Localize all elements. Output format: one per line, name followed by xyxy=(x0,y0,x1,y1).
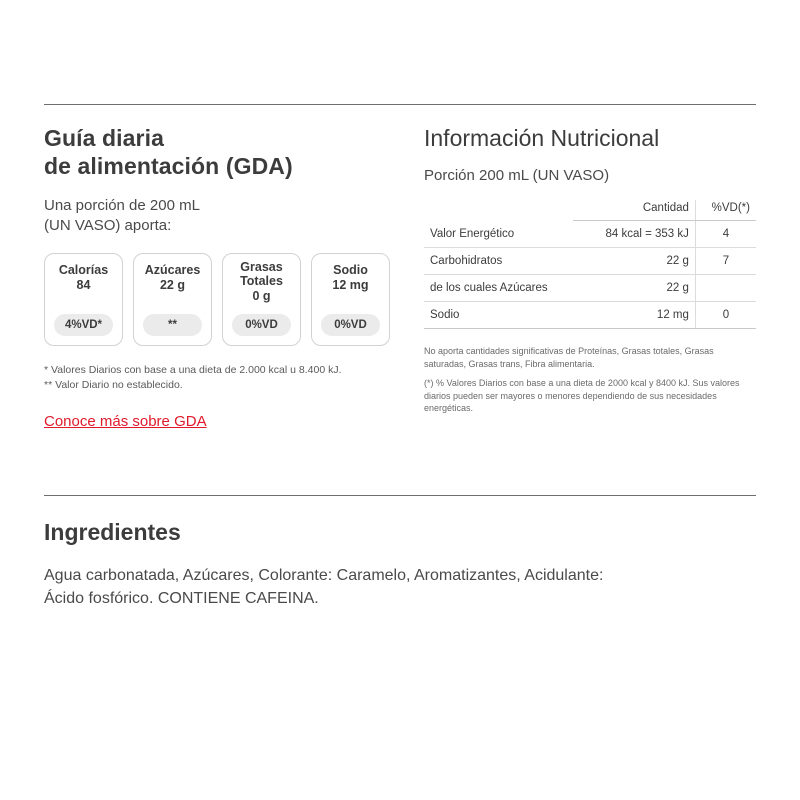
gda-intro-line2: (UN VASO) aporta: xyxy=(44,217,172,234)
nutrition-note-1: No aporta cantidades significativas de Proteínas, Grasas totales, Grasas saturadas, Grasas trans, Fibra alimentaria. xyxy=(424,346,714,369)
gda-badge-name-line1: Grasas xyxy=(240,260,283,274)
row-vd xyxy=(695,275,756,302)
gda-section xyxy=(44,124,396,431)
gda-badge-pill: 0%VD xyxy=(321,314,380,336)
row-amount: 12 mg xyxy=(573,302,695,329)
nutrition-section xyxy=(424,124,756,422)
gda-footnote-1: * Valores Diarios con base a una dieta de 2.000 kcal u 8.400 kJ. xyxy=(44,364,342,376)
gda-badge-value: 22 g xyxy=(159,278,185,292)
gda-badge-name: Azúcares xyxy=(144,263,201,277)
ingredients-text-line1: Agua carbonatada, Azúcares, Colorante: Caramelo, Aromatizantes, Acidulante: xyxy=(44,567,604,584)
nutrition-title: Información Nutricional xyxy=(424,125,660,151)
ingredients-section xyxy=(44,518,756,610)
nutrition-table-body xyxy=(424,221,756,329)
gda-title-line1: Guía diaria xyxy=(44,125,164,151)
ingredients-text xyxy=(44,564,734,610)
gda-intro-line1: Una porción de 200 mL xyxy=(44,197,200,214)
nutrition-note-2: (*) % Valores Diarios con base a una dieta de 2000 kcal y 8400 kJ. Sus valores diarios pueden ser mayores o menores dependiendo de sus necesidades energéticas. xyxy=(424,378,740,413)
gda-badge-name: Calorías xyxy=(58,263,109,277)
gda-footnotes xyxy=(44,363,396,393)
ingredients-text-line2: Ácido fosfórico. CONTIENE CAFEINA. xyxy=(44,590,319,607)
row-label: Valor Energético xyxy=(424,221,573,248)
gda-badges xyxy=(44,253,396,349)
gda-badge-value: 0 g xyxy=(252,289,271,303)
row-vd: 4 xyxy=(695,221,756,248)
nutrition-table xyxy=(424,200,756,329)
gda-badge-pill: 0%VD xyxy=(232,314,291,336)
gda-more-link[interactable]: Conoce más sobre GDA xyxy=(44,413,207,430)
table-row xyxy=(424,302,756,329)
gda-badge-pill: 4%VD* xyxy=(54,314,113,336)
table-row xyxy=(424,248,756,275)
nutrition-portion: Porción 200 mL (UN VASO) xyxy=(424,167,610,184)
gda-badge-pill: ** xyxy=(143,314,202,336)
row-vd: 0 xyxy=(695,302,756,329)
gda-badge-value: 12 mg xyxy=(332,278,369,292)
gda-badge-calorias xyxy=(44,253,123,346)
gda-badge-grasas-totales xyxy=(222,253,301,346)
gda-badge-azucares xyxy=(133,253,212,346)
col-header-cantidad: Cantidad xyxy=(573,200,695,221)
gda-badge-name-line2: Totales xyxy=(240,274,283,288)
divider-middle xyxy=(44,495,756,496)
row-label: Carbohidratos xyxy=(424,248,573,275)
nutrition-notes xyxy=(424,345,742,415)
gda-intro xyxy=(44,196,396,236)
table-header-row xyxy=(424,200,756,221)
gda-badge-sodio xyxy=(311,253,390,346)
row-amount: 84 kcal = 353 kJ xyxy=(573,221,695,248)
gda-title xyxy=(44,124,396,180)
row-amount: 22 g xyxy=(573,248,695,275)
nutrition-table-head xyxy=(424,200,756,221)
ingredients-title: Ingredientes xyxy=(44,519,181,545)
col-header-vd: %VD(*) xyxy=(695,200,756,221)
gda-title-line2: de alimentación (GDA) xyxy=(44,153,293,179)
row-vd: 7 xyxy=(695,248,756,275)
table-row xyxy=(424,275,756,302)
gda-badge-value: 84 xyxy=(76,278,91,292)
gda-badge-name: Sodio xyxy=(333,263,368,277)
gda-footnote-2: ** Valor Diario no establecido. xyxy=(44,379,183,391)
row-label: de los cuales Azúcares xyxy=(424,275,573,302)
col-header-blank xyxy=(424,200,573,221)
row-amount: 22 g xyxy=(573,275,695,302)
table-row xyxy=(424,221,756,248)
row-label: Sodio xyxy=(424,302,573,329)
divider-top xyxy=(44,104,756,105)
